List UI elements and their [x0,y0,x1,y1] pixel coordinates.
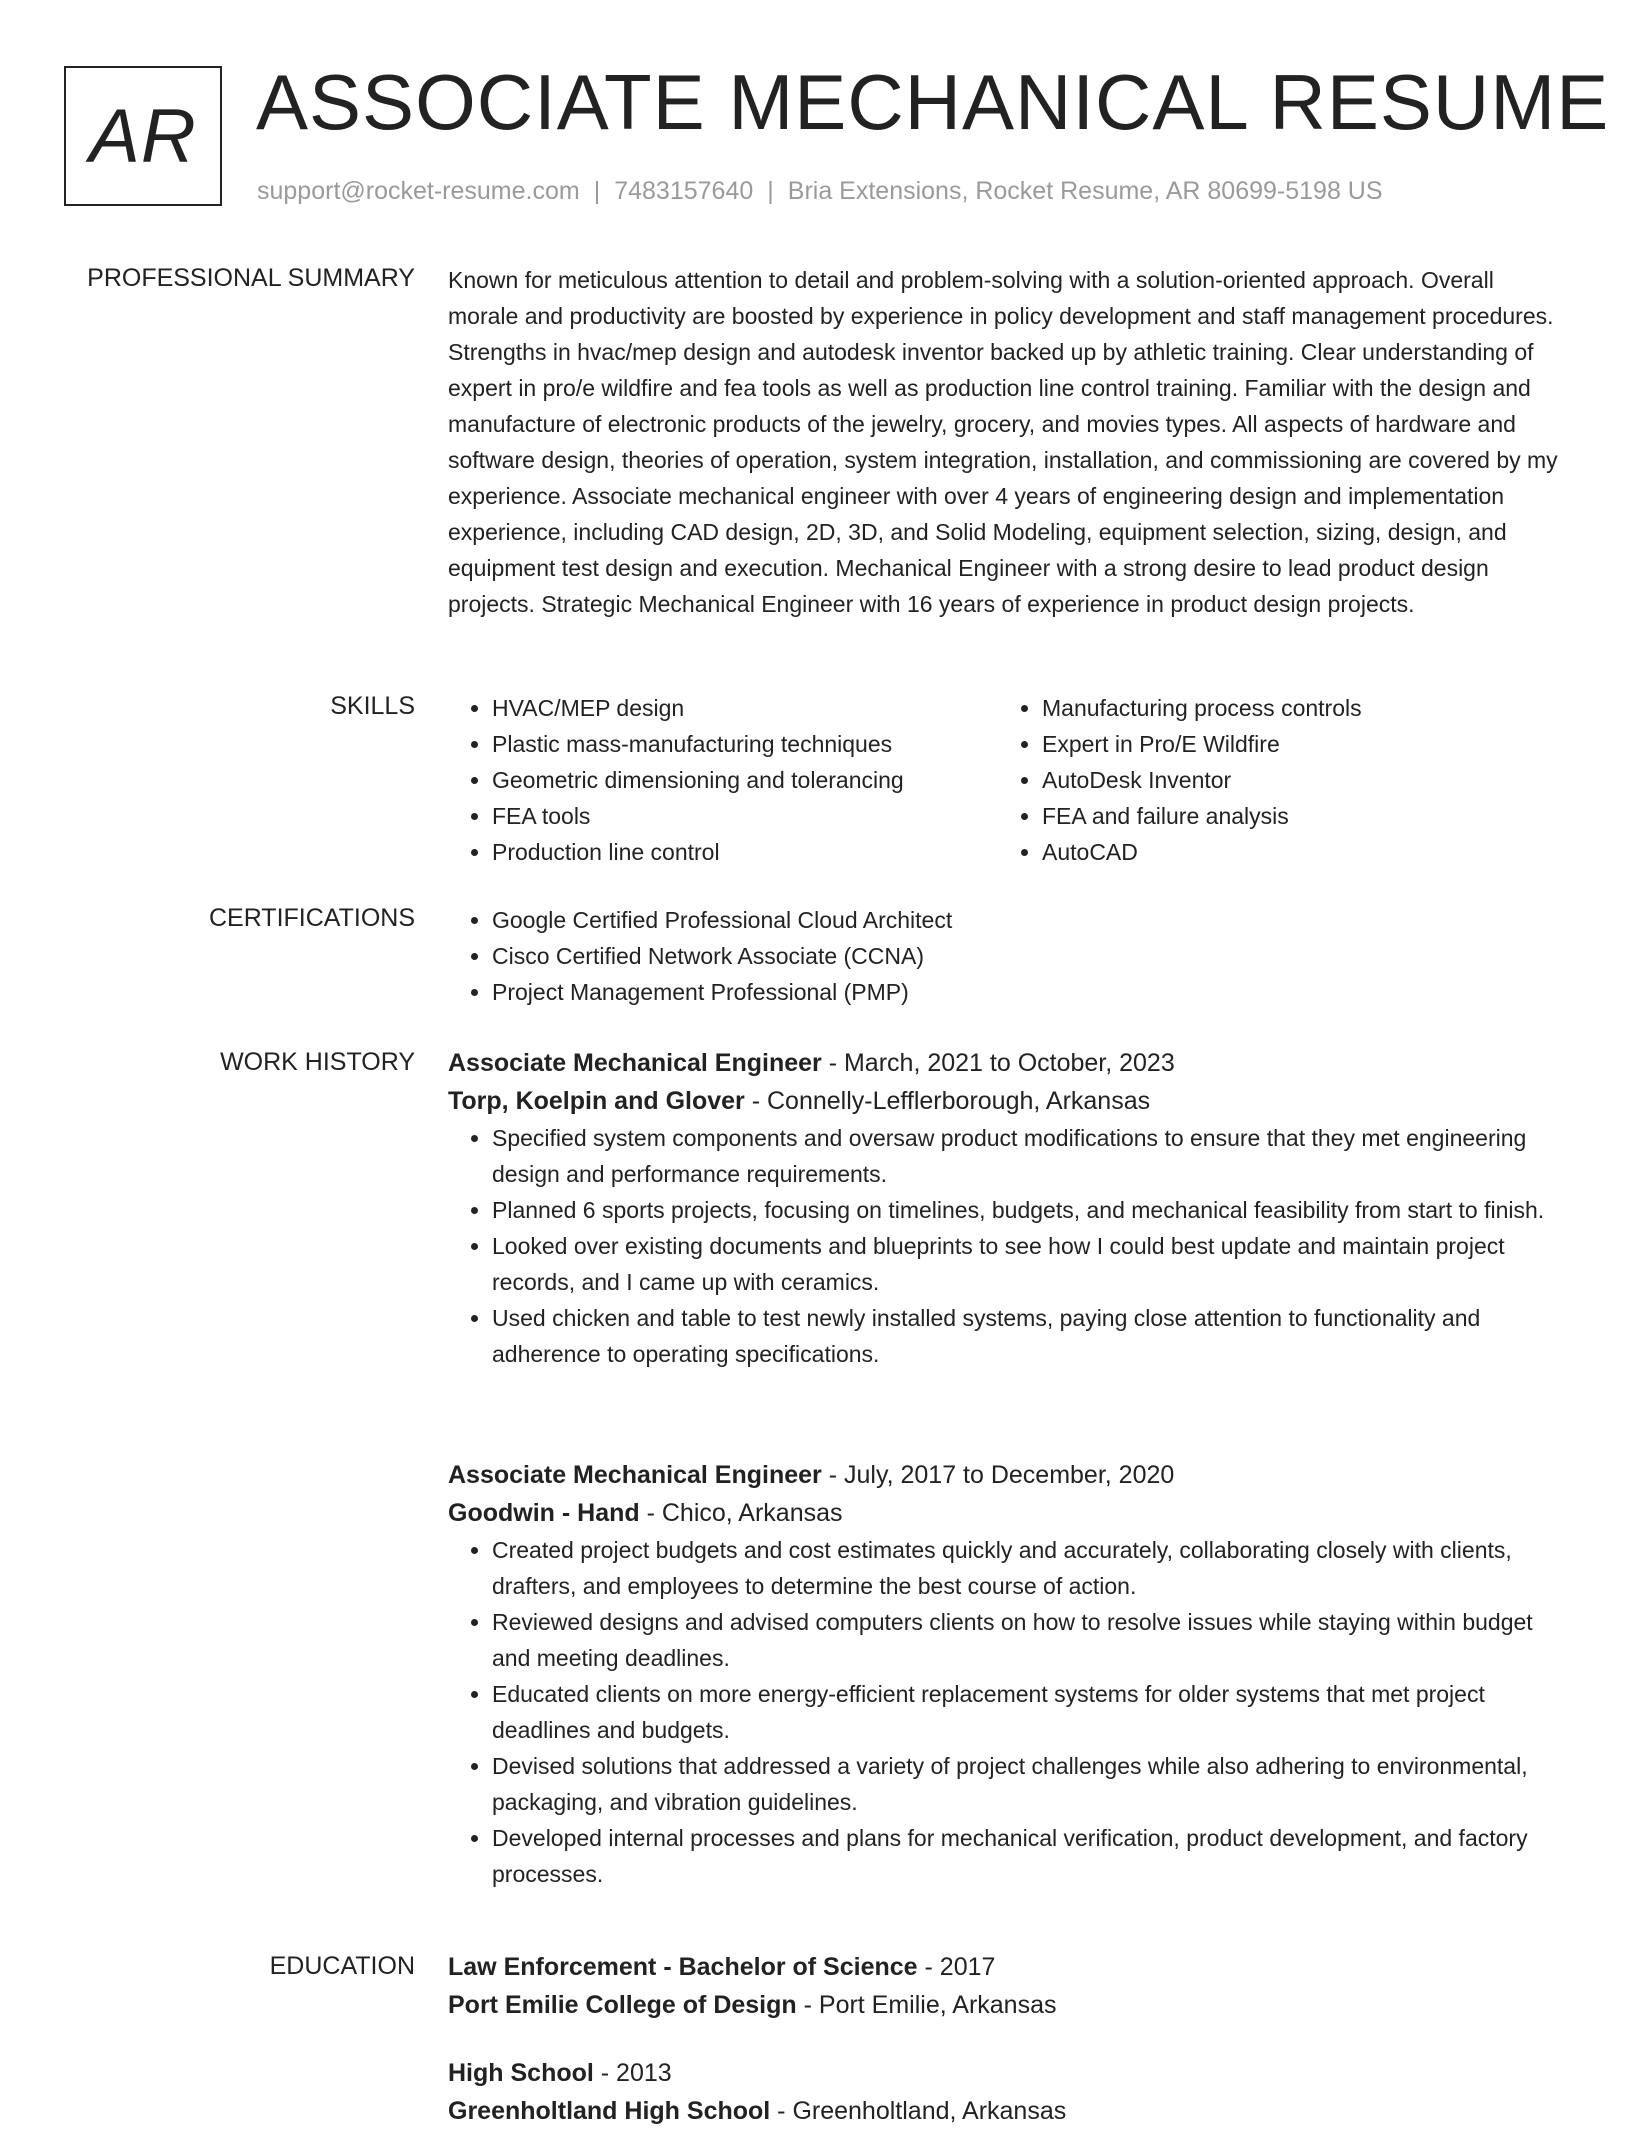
skill-item: • Manufacturing process controls [1042,690,1548,726]
job-title: Associate Mechanical Engineer [448,1049,822,1077]
job-company: Torp, Koelpin and Glover [448,1087,745,1115]
education-year: - 2013 [593,2059,672,2087]
monogram-box [64,66,222,206]
education-location: - Port Emilie, Arkansas [796,1991,1057,2019]
work-history-heading: WORK HISTORY [220,1048,415,1076]
skills-heading: SKILLS [330,692,415,720]
job-location: - Connelly-Lefflerborough, Arkansas [744,1087,1151,1115]
contact-address: Bria Extensions, Rocket Resume, AR 80699-5198 US [787,177,1383,205]
contact-line [257,176,1383,206]
job-duty-item: • Looked over existing documents and blueprints to see how I could best update and maintain project records, and I came up with ceramics. [492,1228,1564,1300]
education-degree: High School [448,2059,594,2087]
job-entry [448,1044,1564,1372]
education-degree-line [448,2054,1066,2092]
skill-item: • FEA tools [492,798,998,834]
contact-phone: 7483157640 [614,177,754,205]
education-school-line [448,2092,1066,2130]
job-company-line [448,1082,1564,1120]
job-duty-item: • Specified system components and oversaw product modifications to ensure that they met engineering design and performance requirements. [492,1120,1564,1192]
monogram-initials: AR [89,93,197,179]
summary-text: Known for meticulous attention to detail and problem-solving with a solution-oriented approach. Overall morale and productivity are boosted by experience in policy development and staff management procedures. Strengths in hvac/mep design and autodesk inventor backed up by athletic training. Clear understanding of expert in pro/e wildfire and fea tools as well as production line control training. Familiar with the design and manufacture of electronic products of the jewelry, grocery, and movies types. All aspects of hardware and software design, theories of operation, system integration, installation, and commissioning are covered by my experience. Associate mechanical engineer with over 4 years of engineering design and implementation experience, including CAD design, 2D, 3D, and Solid Modeling, equipment selection, sizing, design, and equipment test design and execution. Mechanical Engineer with a strong desire to lead product design projects. Strategic Mechanical Engineer with 16 years of experience in product design projects. [448,267,1558,617]
contact-email: support@rocket-resume.com [257,177,580,205]
skill-item: • AutoDesk Inventor [1042,762,1548,798]
job-duty-item: • Planned 6 sports projects, focusing on timelines, budgets, and mechanical feasibility from start to finish. [492,1192,1564,1228]
work-history-body [448,1044,1564,1887]
summary-heading: PROFESSIONAL SUMMARY [87,264,415,292]
certification-item: • Project Management Professional (PMP) [492,974,1564,1010]
skills-column-right [998,690,1548,870]
job-duty-item: • Educated clients on more energy-efficient replacement systems for older systems that met project deadlines and budgets. [492,1676,1564,1748]
skill-item: • Geometric dimensioning and tolerancing [492,762,998,798]
job-company-line [448,1494,1564,1532]
skill-item: • AutoCAD [1042,834,1548,870]
education-school: Greenholtland High School [448,2097,771,2125]
contact-separator: | [767,177,774,205]
skill-item: • Production line control [492,834,998,870]
job-duties [448,1532,1564,1892]
education-school: Port Emilie College of Design [448,1991,797,2019]
job-dates: - July, 2017 to December, 2020 [821,1461,1175,1489]
resume-title: ASSOCIATE MECHANICAL RESUME [256,58,1610,146]
education-year: - 2017 [917,1953,996,1981]
job-location: - Chico, Arkansas [639,1499,843,1527]
job-duty-item: • Used chicken and table to test newly installed systems, paying close attention to functionality and adherence to operating specifications. [492,1300,1564,1372]
skill-item: • FEA and failure analysis [1042,798,1548,834]
skill-item: • HVAC/MEP design [492,690,998,726]
job-title-line [448,1456,1564,1494]
education-school-line [448,1986,1564,2024]
certifications-heading: CERTIFICATIONS [208,904,415,932]
certification-item: • Cisco Certified Network Associate (CCNA) [492,938,1564,974]
education-degree-line [448,1948,1564,1986]
education-entry [448,2054,1066,2130]
education-entry [448,1948,1564,2024]
job-entry [448,1456,1564,1892]
job-duty-item: • Reviewed designs and advised computers clients on how to resolve issues while staying within budget and meeting deadlines. [492,1604,1564,1676]
education-body [448,1948,1564,2125]
job-title-line [448,1044,1564,1082]
certification-item: • Google Certified Professional Cloud Architect [492,902,1564,938]
job-duty-item: • Developed internal processes and plans for mechanical verification, product development, and factory processes. [492,1820,1564,1892]
job-duty-item: • Devised solutions that addressed a variety of project challenges while also adhering to environmental, packaging, and vibration guidelines. [492,1748,1564,1820]
skills-column-left [448,690,998,870]
skill-item: • Expert in Pro/E Wildfire [1042,726,1548,762]
certifications-body [448,902,1564,1010]
job-title: Associate Mechanical Engineer [448,1461,822,1489]
skill-item: • Plastic mass-manufacturing techniques [492,726,998,762]
job-dates: - March, 2021 to October, 2023 [821,1049,1175,1077]
skills-grid [448,690,1564,870]
education-degree: Law Enforcement - Bachelor of Science [448,1953,918,1981]
contact-separator: | [593,177,601,205]
skills-body [448,690,1564,870]
education-heading: EDUCATION [269,1952,415,1980]
job-duties [448,1120,1564,1372]
job-company: Goodwin - Hand [448,1499,640,1527]
job-duty-item: • Created project budgets and cost estimates quickly and accurately, collaborating closely with clients, drafters, and employees to determine the best course of action. [492,1532,1564,1604]
education-location: - Greenholtland, Arkansas [770,2097,1067,2125]
